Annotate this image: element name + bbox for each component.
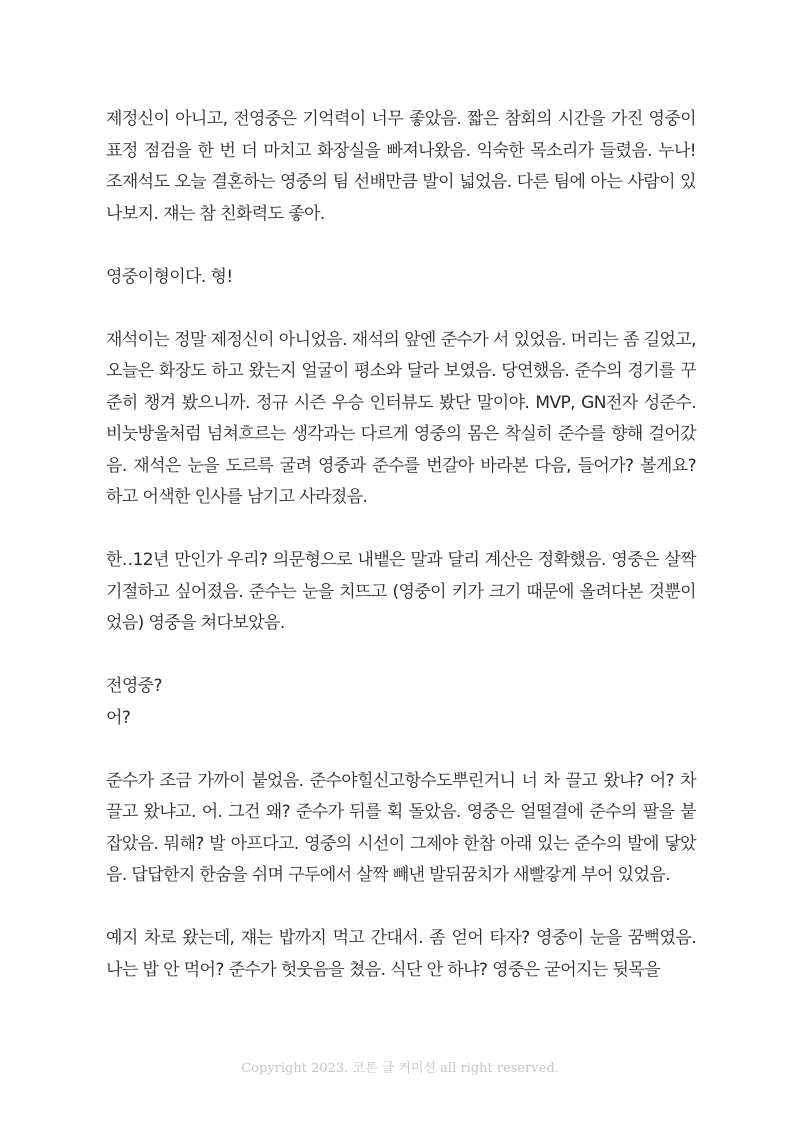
document-body [106, 104, 696, 1018]
paragraph-1: 제정신이 아니고, 전영중은 기억력이 너무 좋았음. 짧은 참회의 시간을 가진 영중이 표정 점검을 한 번 더 마치고 화장실을 빠져나왔음. 익숙한 목소리가 들렸음. 누나! 조재석도 오늘 결혼하는 영중의 팀 선배만큼 발이 넓었음. 다른 팀에 아는 사람이 있나보지. 쟤는 참 친화력도 좋아. [106, 109, 696, 224]
paragraph-2: 영중이형이다. 형! [106, 266, 233, 287]
paragraph-4: 한‥12년 만인가 우리? 의문형으로 내뱉은 말과 달리 계산은 정확했음. 영중은 살짝 기절하고 싶어졌음. 준수는 눈을 치뜨고 (영중이 키가 크기 때문에 올려다본 것뿐이었음) 영중을 쳐다보았음. [106, 550, 696, 633]
dialogue-line-2: 어? [106, 707, 131, 728]
paragraph-3: 재석이는 정말 제정신이 아니었음. 재석의 앞엔 준수가 서 있었음. 머리는 좀 길었고, 오늘은 화장도 하고 왔는지 얼굴이 평소와 달라 보였음. 당연했음. 준수의 경기를 꾸준히 챙겨 봤으니까. 정규 시즌 우승 인터뷰도 봤단 말이야. MVP, GN전자 성준수. 비눗방울처럼 넘쳐흐르는 생각과는 다르게 영중의 몸은 착실히 준수를 향해 걸어갔음. 재석은 눈을 도르륵 굴려 영중과 준수를 번갈아 바라본 다음, 들어가? 볼게요? 하고 어색한 인사를 남기고 사라졌음. [106, 329, 696, 507]
paragraph-5: 준수가 조금 가까이 붙었음. 준수야힐신고항수도뿌린거니 너 차 끌고 왔냐? 어? 차 끌고 왔냐고. 어. 그건 왜? 준수가 뒤를 획 돌았음. 영중은 얼떨결에 준수의 팔을 붙잡았음. 뭐해? 발 아프다고. 영중의 시선이 그제야 한참 아래 있는 준수의 발에 닿았음. 답답한지 한숨을 쉬며 구두에서 살짝 빼낸 발뒤꿈치가 새빨갛게 부어 있었음. [106, 770, 696, 885]
dialogue-line-1: 전영중? [106, 676, 162, 696]
paragraph-6: 예지 차로 왔는데, 쟤는 밥까지 먹고 간대서. 좀 얻어 타자? 영중이 눈을 꿈뻑였음. 나는 밥 안 먹어? 준수가 헛웃음을 쳤음. 식단 안 하냐? 영중은 굳어지는 뒷목을 [106, 928, 696, 980]
copyright-footer: Copyright 2023. 코튼 글 커미션 all right reserved. [241, 1061, 559, 1076]
